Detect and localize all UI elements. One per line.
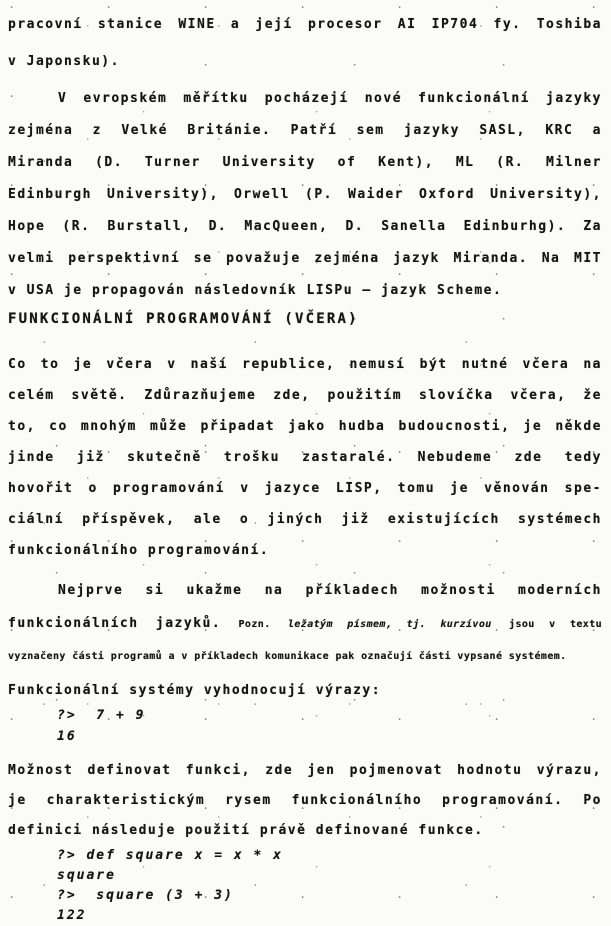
text-line: funkcionálního programování.	[8, 543, 270, 558]
text-line: velmi perspektivní se považuje zejména jazyk Miranda. Na MIT	[8, 251, 602, 266]
paragraph-vcera	[8, 349, 602, 566]
text-line: Miranda (D. Turner University of Kent), ML (R. Milner	[8, 155, 602, 170]
text-line: je charakteristickým rysem funkcionálního programování. Po	[8, 793, 602, 808]
text-line: ciální příspěvek, ale o jiných již existujících systémech	[8, 512, 602, 527]
code-example-evaluate	[8, 705, 602, 747]
code-example-square	[8, 846, 602, 926]
text-line: celém světě. Zdůrazňujeme zde, použitím slovíčka včera, že	[8, 388, 602, 403]
paragraph-nejprve-with-note	[8, 575, 602, 671]
text-line: v Japonsku).	[8, 54, 120, 69]
text-line-with-note	[8, 606, 602, 643]
code-line: square	[57, 868, 116, 883]
note-line: vyznačeny části programů a v příkladech komunikace pak označují části vypsané systémem.	[8, 651, 567, 662]
paragraph-wine-continuation	[8, 6, 602, 80]
text-line: Nejprve si ukažme na příkladech možnosti moderních	[58, 583, 602, 598]
text-line: Co to je včera v naší republice, nemusí být nutné včera na	[8, 357, 602, 372]
code-line: ?> def square x = x * x	[57, 848, 284, 863]
paragraph-moznost	[8, 756, 602, 846]
note-italic-text: ležatým písmem, tj. kurzívou	[287, 619, 492, 630]
text-line: to, co mnohým může připadat jako hudba budoucnosti, je někde	[8, 419, 602, 434]
code-line: ?> square (3 + 3)	[57, 888, 234, 903]
text-line: Hope (R. Burstall, D. MacQueen, D. Sanella Edinburhg). Za	[8, 219, 602, 234]
paragraph-european-languages	[8, 83, 602, 307]
text-line: v USA je propagován následovník LISPu – jazyk Scheme.	[8, 283, 503, 298]
text-line: zejména z Velké Británie. Patří sem jazyky SASL, KRC a	[8, 123, 602, 138]
text-line: definici následuje použití právě definované funkce.	[8, 823, 484, 838]
section-heading: FUNKCIONÁLNÍ PROGRAMOVÁNÍ (VČERA)	[8, 311, 359, 327]
text-line: Edinburgh University), Orwell (P. Waider Oxford University),	[8, 187, 602, 202]
code-line: ?> 7 + 9	[57, 708, 146, 723]
paragraph-intro-expressions: Funkcionální systémy vyhodnocují výrazy:	[8, 683, 382, 698]
text-line: pracovní stanice WINE a její procesor AI IP704 fy. Toshiba	[8, 17, 602, 32]
text-line: Možnost definovat funkci, zde jen pojmenovat hodnotu výrazu,	[8, 763, 602, 778]
note-text: jsou v textu	[509, 619, 603, 630]
text-line: hovořit o programování v jazyce LISP, tomu je věnován spe-	[8, 481, 602, 496]
code-line: 122	[57, 908, 87, 923]
paragraph-text: funkcionálních jazyků.	[8, 616, 222, 631]
text-line: V evropském měřítku pocházejí nové funkcionální jazyky	[58, 91, 602, 106]
code-line: 16	[57, 729, 77, 744]
text-line: jinde již skutečně trošku zastaralé. Nebudeme zde tedy	[8, 450, 602, 465]
note-label: Pozn.	[238, 619, 271, 630]
